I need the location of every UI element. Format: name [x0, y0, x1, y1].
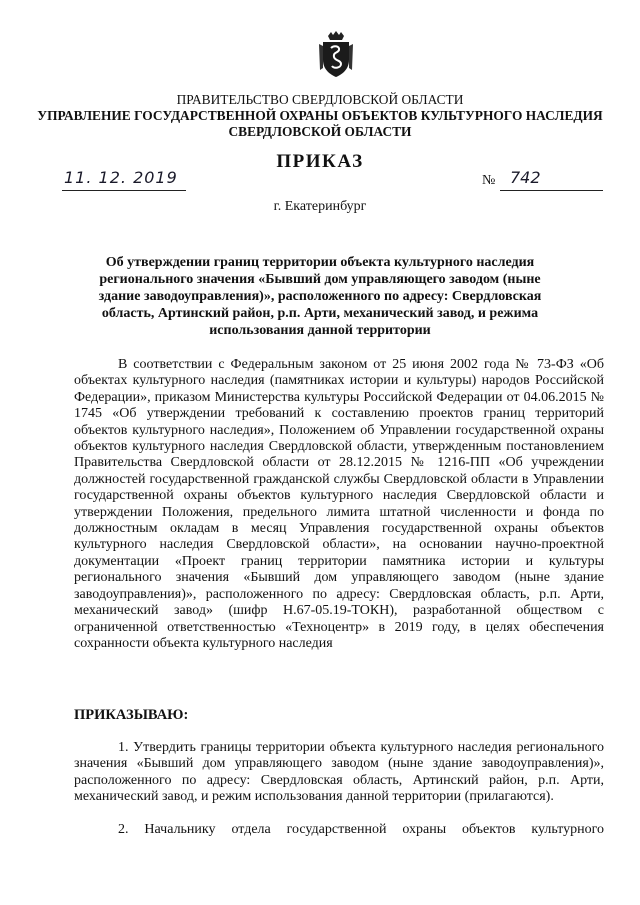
order-item-1: 1. Утвердить границы территории объекта культурного наследия регионального значения «Бывший дом управляющего заводом (ныне здание заводоуправления)», расположенного по адресу: Свердловская область, Артинский район, р.п. Арти, механический завод, и режим использования данной территории (прилагаются).	[74, 740, 604, 805]
document-type: ПРИКАЗ	[276, 151, 364, 172]
sverdlovsk-coat-of-arms-icon	[319, 30, 353, 78]
number-field	[500, 170, 603, 191]
department-name	[0, 108, 640, 140]
department-line-1: УПРАВЛЕНИЕ ГОСУДАРСТВЕННОЙ ОХРАНЫ ОБЪЕКТОВ КУЛЬТУРНОГО НАСЛЕДИЯ	[37, 108, 603, 123]
document-subject	[0, 254, 640, 339]
preamble-paragraph: В соответствии с Федеральным законом от 25 июня 2002 года № 73-ФЗ «Об объектах культурного наследия (памятниках истории и культуры) народов Российской Федерации», приказом Министерства культуры Российской Федерации от 04.06.2015 № 1745 «Об утверждении требований к составлению проектов границ территорий объектов культурного наследия», Положением об Управлении государственной охраны объектов культурного наследия Свердловской области, утвержденным постановлением Правительства Свердловской области от 28.12.2015 № 1216-ПП «Об учреждении должностей государственной гражданской службы Свердловской области в Управлении государственной охраны объектов культурного наследия Свердловской области и утверждении Положения, предельного лимита штатной численности и фонда по должностным окладам в месяц Управления государственной охраны объектов культурного наследия Свердловской области», на основании научно-проектной документации «Проект границ территории памятника истории и культуры регионального значения «Бывший дом управляющего заводом (ныне здание заводоуправления)», расположенного по адресу: Свердловская область, р.п. Арти, механический завод» (шифр Н.67-05.19-ТОКН), разработанной обществом с ограниченной ответственностью «Техноцентр» в 2019 году, в целях обеспечения сохранности объекта культурного наследия	[74, 357, 604, 651]
date-field	[62, 170, 186, 191]
number-label: №	[482, 173, 496, 188]
department-line-2: СВЕРДЛОВСКОЙ ОБЛАСТИ	[228, 124, 412, 139]
order-word: ПРИКАЗЫВАЮ:	[74, 707, 189, 723]
government-name: ПРАВИТЕЛЬСТВО СВЕРДЛОВСКОЙ ОБЛАСТИ	[176, 92, 464, 107]
handwritten-number: 742	[510, 168, 541, 187]
city: г. Екатеринбург	[273, 199, 367, 214]
order-item-2: 2. Начальнику отдела государственной охраны объектов культурного	[118, 822, 604, 837]
handwritten-date: 11. 12. 2019	[64, 168, 178, 187]
subject-text: Об утверждении границ территории объекта культурного наследия регионального значения «Бывший дом управляющего заводом (ныне здание заводоуправления)», расположенного по адресу: Свердловская область, Артинский район, р.п. Арти, механический завод, и режима использования данной территории	[98, 255, 542, 338]
